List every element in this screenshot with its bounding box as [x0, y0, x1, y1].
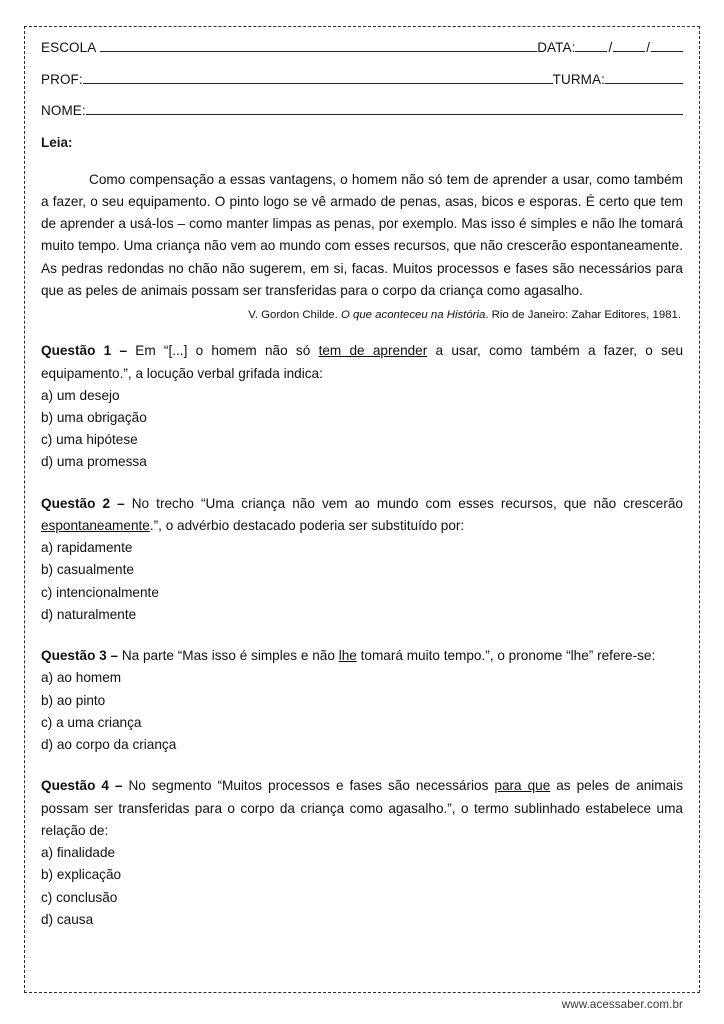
- question-1-number: Questão 1 –: [41, 343, 136, 359]
- site-footer: www.acessaber.com.br: [561, 998, 683, 1011]
- prof-label: PROF:: [41, 71, 83, 87]
- source-author: V. Gordon Childe.: [248, 309, 341, 322]
- question-2-stem: [41, 493, 683, 538]
- question-3-option-c[interactable]: c) a uma criança: [41, 714, 142, 730]
- question-3-underlined-term: lhe: [338, 648, 357, 664]
- escola-row: [41, 40, 683, 55]
- question-2-number: Questão 2 –: [41, 495, 132, 511]
- turma-label: TURMA:: [552, 71, 605, 87]
- data-day-rule[interactable]: [575, 40, 607, 52]
- question-2-option-d[interactable]: d) naturalmente: [41, 606, 137, 622]
- question-1-option-a[interactable]: a) um desejo: [41, 387, 120, 403]
- question-1-option-c[interactable]: c) uma hipótese: [41, 432, 138, 448]
- question-4-stem-after: as peles de animais possam ser transferidas para o corpo da criança como agasalho.”, o termo sublinhado estabelece uma relação de:: [41, 778, 683, 838]
- escola-input-rule[interactable]: [100, 40, 537, 52]
- passage-source-attribution: [41, 309, 683, 321]
- question-1-stem-before: Em “[...] o homem não só: [135, 343, 319, 359]
- question-2: [41, 493, 683, 626]
- data-month-rule[interactable]: [613, 40, 645, 52]
- question-4-underlined-term: para que: [494, 778, 551, 794]
- question-2-underlined-term: espontaneamente: [41, 517, 150, 533]
- nome-row: [41, 103, 683, 118]
- question-4-option-d[interactable]: d) causa: [41, 911, 94, 927]
- question-1-underlined-term: tem de aprender: [318, 343, 428, 359]
- turma-input-rule[interactable]: [605, 72, 683, 84]
- data-label: DATA:: [537, 40, 576, 55]
- question-1: [41, 340, 683, 473]
- question-1-option-d[interactable]: d) uma promessa: [41, 454, 147, 470]
- source-title: O que aconteceu na História: [340, 309, 486, 322]
- question-3-stem-before: Na parte “Mas isso é simples e não: [121, 648, 339, 664]
- escola-label: ESCOLA: [41, 40, 97, 55]
- date-separator-2: /: [646, 40, 650, 55]
- question-2-option-a[interactable]: a) rapidamente: [41, 540, 133, 556]
- data-year-rule[interactable]: [651, 40, 683, 52]
- question-3-option-d[interactable]: d) ao corpo da criança: [41, 737, 177, 752]
- question-1-stem: [41, 340, 683, 385]
- question-2-option-b[interactable]: b) casualmente: [41, 562, 134, 578]
- question-4-stem-before: No segmento “Muitos processos e fases são necessários: [128, 778, 495, 794]
- question-3-number: Questão 3 –: [41, 648, 122, 664]
- question-4: [41, 775, 683, 931]
- question-3: [41, 645, 683, 756]
- reading-passage: Como compensação a essas vantagens, o homem não só tem de aprender a usar, como também a fazer, o seu equipamento. O pinto logo se vê armado de penas, asas, bicos e esporas. É certo que tem de aprender a usá-los – como manter limpas as penas, por exemplo. Mas isso é simples e não lhe tomará muito tempo. Uma criança não vem ao mundo com esses recursos, que não crescerão espontaneamente. As pedras redondas no chão não sugerem, em si, facas. Muitos processos e fases são necessários para que as peles de animais possam ser transferidas para o corpo da criança como agasalho.: [41, 171, 683, 298]
- source-publisher: . Rio de Janeiro: Zahar Editores, 1981.: [485, 309, 681, 322]
- prof-row: [41, 72, 683, 87]
- nome-label: NOME:: [41, 103, 86, 118]
- date-separator-1: /: [608, 40, 613, 55]
- nome-input-rule[interactable]: [86, 103, 683, 115]
- question-4-option-a[interactable]: a) finalidade: [41, 845, 116, 861]
- question-2-stem-after: .”, o advérbio destacado poderia ser substituído por:: [149, 517, 465, 533]
- question-3-stem-after: tomará muito tempo.”, o pronome “lhe” refere-se:: [356, 648, 656, 664]
- worksheet-content: [41, 40, 683, 931]
- student-identification-block: [41, 40, 683, 118]
- question-4-option-b[interactable]: b) explicação: [41, 867, 122, 883]
- question-2-option-c[interactable]: c) intencionalmente: [41, 584, 159, 600]
- question-4-number: Questão 4 –: [41, 778, 129, 794]
- question-2-stem-before: No trecho “Uma criança não vem ao mundo com esses recursos, que não crescerão: [131, 495, 683, 511]
- question-3-option-a[interactable]: a) ao homem: [41, 670, 122, 686]
- question-4-stem: [41, 775, 683, 842]
- prof-input-rule[interactable]: [83, 72, 553, 84]
- question-1-option-b[interactable]: b) uma obrigação: [41, 410, 147, 426]
- reading-instruction-label: Leia:: [41, 134, 73, 150]
- question-1-stem-after: a usar, como também a fazer, o seu equipamento.”, a locução verbal grifada indica:: [41, 343, 683, 381]
- question-3-stem: [41, 645, 683, 667]
- question-3-option-b[interactable]: b) ao pinto: [41, 692, 106, 708]
- question-4-option-c[interactable]: c) conclusão: [41, 889, 118, 905]
